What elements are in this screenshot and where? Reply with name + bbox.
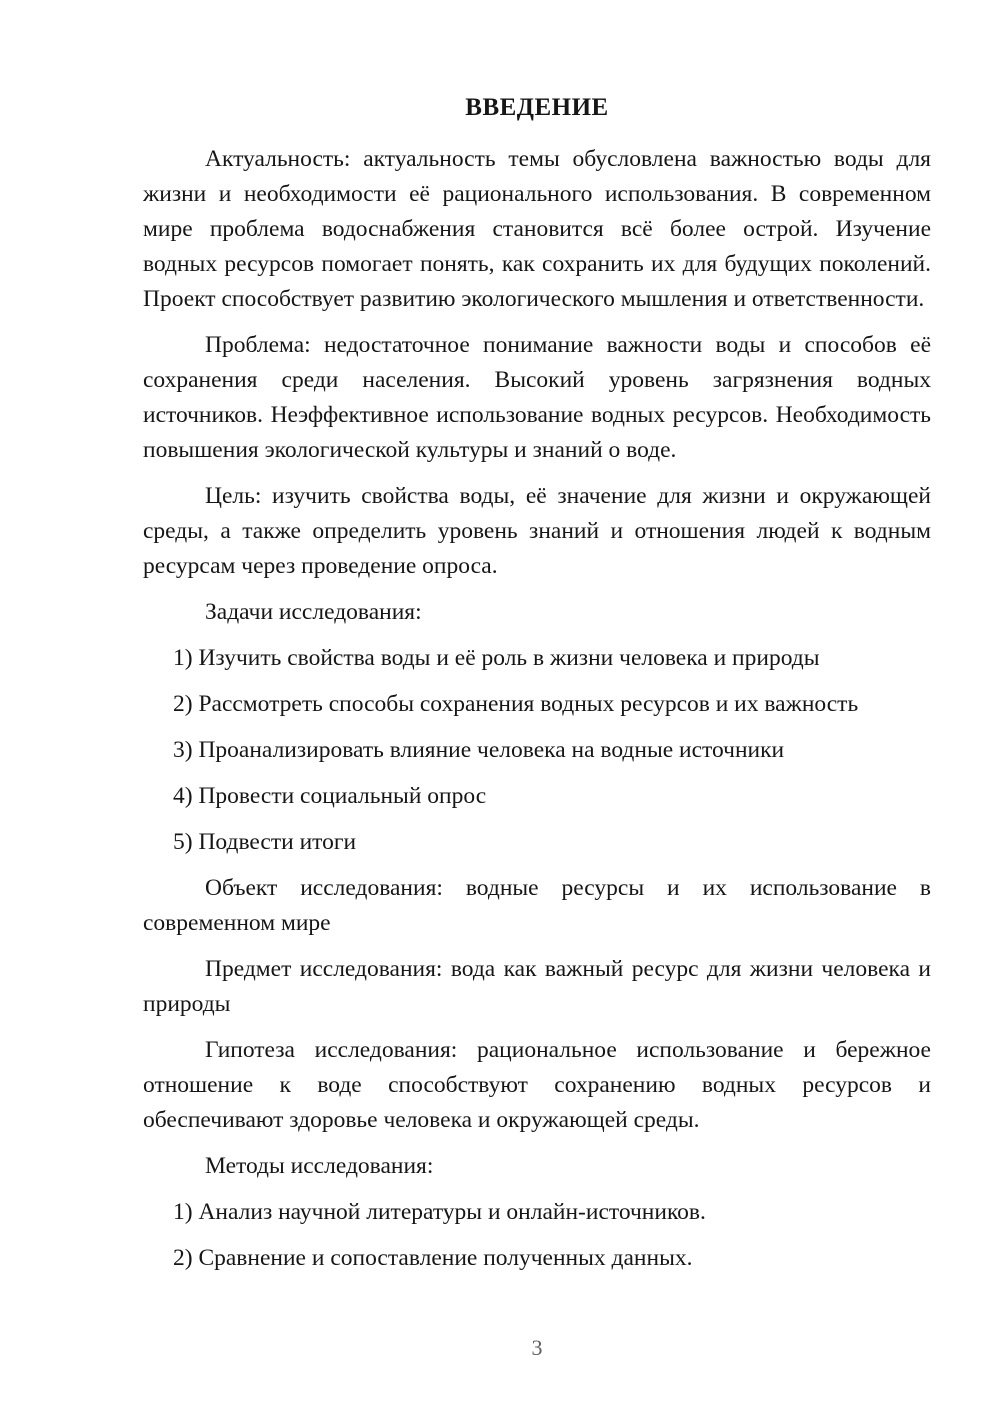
methods-heading: Методы исследования: bbox=[205, 1153, 434, 1179]
task-item-2: 2) Рассмотреть способы сохранения водных ресурсов и их важность bbox=[173, 691, 859, 717]
task-item-5: 5) Подвести итоги bbox=[173, 829, 357, 855]
page-number: 3 bbox=[531, 1335, 543, 1360]
paragraph-problem: Проблема: недостаточное понимание важности воды и способов её сохранения среди населения. Высокий уровень загрязнения водных источников. Неэффективное использование водных ресурсов. Необходимость повышения экологической культуры и знаний о воде. bbox=[143, 332, 931, 463]
page-title: ВВЕДЕНИЕ bbox=[465, 94, 609, 121]
tasks-heading: Задачи исследования: bbox=[205, 599, 422, 625]
paragraph-subject: Предмет исследования: вода как важный ресурс для жизни человека и природы bbox=[143, 956, 931, 1017]
paragraph-goal: Цель: изучить свойства воды, её значение для жизни и окружающей среды, а также определить уровень знаний и отношения людей к водным ресурсам через проведение опроса. bbox=[143, 483, 931, 579]
paragraph-relevance: Актуальность: актуальность темы обусловлена важностью воды для жизни и необходимости её рационального использования. В современном мире проблема водоснабжения становится всё более острой. Изучение водных ресурсов помогает понять, как сохранить их для будущих поколений. Проект способствует развитию экологического мышления и ответственности. bbox=[143, 146, 931, 312]
method-item-2: 2) Сравнение и сопоставление полученных данных. bbox=[173, 1245, 693, 1271]
task-item-3: 3) Проанализировать влияние человека на водные источники bbox=[173, 737, 785, 763]
task-item-4: 4) Провести социальный опрос bbox=[173, 783, 487, 809]
paragraph-hypothesis: Гипотеза исследования: рациональное использование и бережное отношение к воде способствуют сохранению водных ресурсов и обеспечивают здоровье человека и окружающей среды. bbox=[143, 1037, 931, 1133]
method-item-1: 1) Анализ научной литературы и онлайн-источников. bbox=[173, 1199, 706, 1225]
task-item-1: 1) Изучить свойства воды и её роль в жизни человека и природы bbox=[173, 645, 820, 671]
paragraph-object: Объект исследования: водные ресурсы и их использование в современном мире bbox=[143, 875, 931, 936]
